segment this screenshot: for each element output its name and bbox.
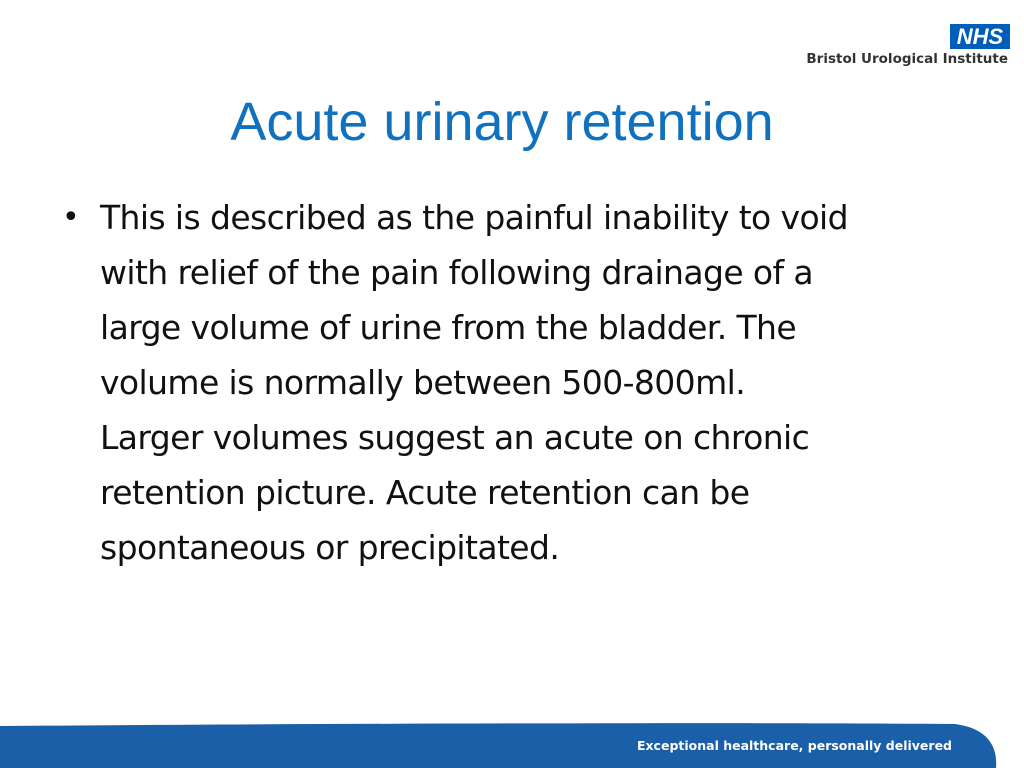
bullet-line: This is described as the painful inability to void xyxy=(100,198,848,237)
nhs-logo: NHS xyxy=(950,24,1010,49)
slide-title: Acute urinary retention xyxy=(230,92,774,152)
bullet-line: with relief of the pain following drainage of a xyxy=(100,253,814,292)
organization-name: Bristol Urological Institute xyxy=(806,51,1008,67)
logo-block xyxy=(790,24,1010,74)
bullet-line: volume is normally between 500-800ml. xyxy=(100,363,746,402)
footer-tagline: Exceptional healthcare, personally delivered xyxy=(636,738,952,753)
bullet-item xyxy=(58,190,978,575)
bullet-line: retention picture. Acute retention can be xyxy=(100,473,750,512)
bullet-line: large volume of urine from the bladder. The xyxy=(100,308,797,347)
slide-content xyxy=(58,190,978,575)
bullet-line: spontaneous or precipitated. xyxy=(100,528,560,567)
bullet-icon: • xyxy=(62,200,80,235)
bullet-line: Larger volumes suggest an acute on chronic xyxy=(100,418,810,457)
